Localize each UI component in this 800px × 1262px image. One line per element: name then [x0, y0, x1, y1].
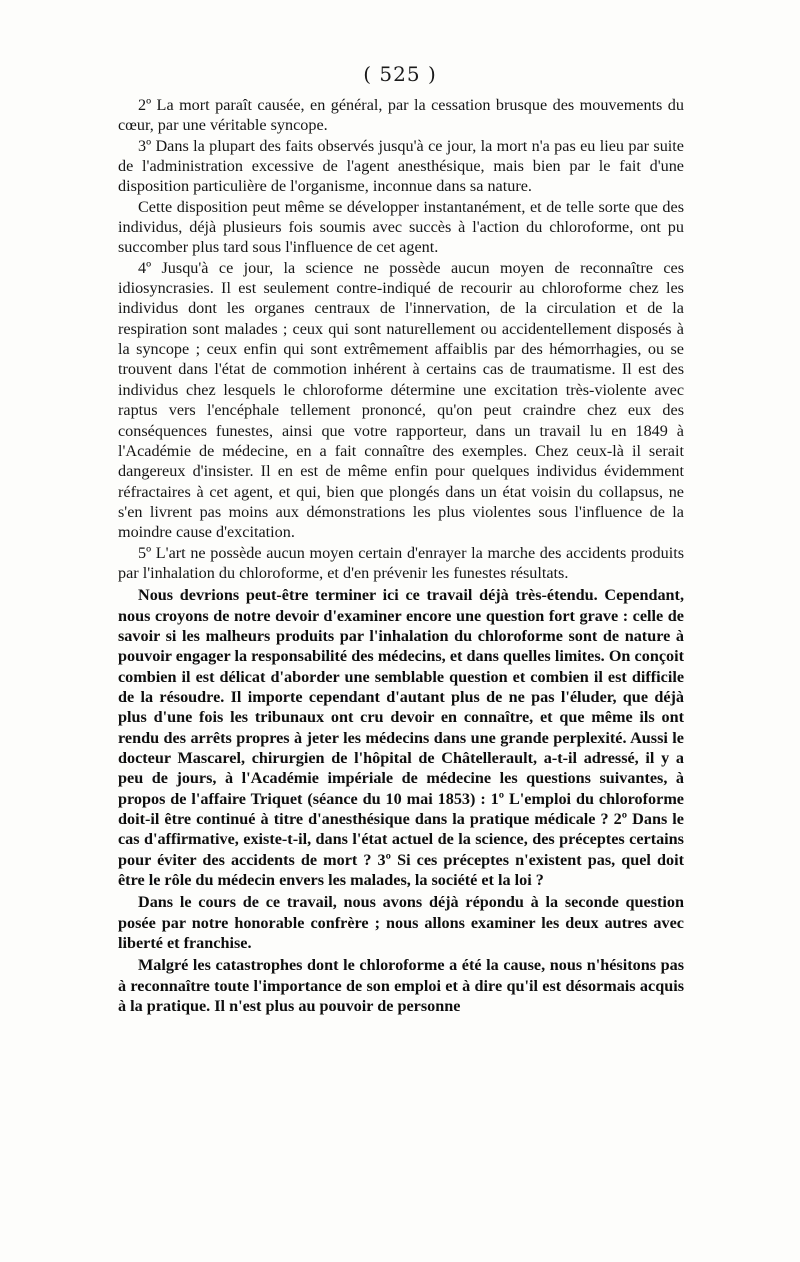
body-text [118, 95, 684, 1016]
paragraph-5: 5º L'art ne possède aucun moyen certain d'enrayer la marche des accidents produits par l'inhalation du chloroforme, et d'en prévenir les funestes résultats. [118, 543, 684, 582]
paragraph-4: 4º Jusqu'à ce jour, la science ne possède aucun moyen de reconnaître ces idiosyncrasies. Il est seulement contre-indiqué de recourir au chloroforme chez les individus dont les organes centraux de l'innervation, de la circulation et de la respiration sont malades ; ceux qui sont naturellement ou accidentellement disposés à la syncope ; ceux enfin qui sont extrêmement affaiblis par des hémorrhagies, ou se trouvent dans l'état de commotion inhérent à certains cas de traumatisme. Il est des individus chez lesquels le chloroforme détermine une excitation très-violente avec raptus vers l'encéphale tellement prononcé, qu'on peut craindre chez eux des conséquences funestes, ainsi que votre rapporteur, dans un travail lu en 1849 à l'Académie de médecine, en a fait connaître des exemples. Chez ceux-là il serait dangereux d'insister. Il en est de même enfin pour quelques individus évidemment réfractaires à cet agent, et qui, bien que plongés dans un état voisin du collapsus, ne s'en livrent pas moins aux démonstrations les plus violentes sous l'influence de la moindre cause d'excitation. [118, 258, 684, 542]
paragraph-disposition: Cette disposition peut même se développer instantanément, et de telle sorte que des individus, déjà plusieurs fois soumis avec succès à l'action du chloroforme, ont pu succomber plus tard sous l'influence de cet agent. [118, 197, 684, 257]
paragraph-malgre: Malgré les catastrophes dont le chloroforme a été la cause, nous n'hésitons pas à reconnaître toute l'importance de son emploi et à dire qu'il est désormais acquis à la pratique. Il n'est plus au pouvoir de personne [118, 956, 684, 1016]
paragraph-2: 2º La mort paraît causée, en général, par la cessation brusque des mouvements du cœur, par une véritable syncope. [118, 96, 684, 135]
paragraph-reply: Dans le cours de ce travail, nous avons déjà répondu à la seconde question posée par notre honorable confrère ; nous allons examiner les deux autres avec liberté et franchise. [118, 893, 684, 953]
paragraph-question: Nous devrions peut-être terminer ici ce travail déjà très-étendu. Cependant, nous croyons de notre devoir d'examiner encore une question fort grave : celle de savoir si les malheurs produits par l'inhalation du chloroforme sont de nature à pouvoir engager la responsabilité des médecins, et dans quelles limites. On conçoit combien il est délicat d'aborder une semblable question et combien il est difficile de la résoudre. Il importe cependant d'autant plus de ne pas l'éluder, que déjà plus d'une fois les tribunaux ont cru devoir en connaître, et que même ils ont rendu des arrêts propres à jeter les médecins dans une grande perplexité. Aussi le docteur Mascarel, chirurgien de l'hôpital de Châtellerault, a-t-il adressé, il y a peu de jours, à l'Académie impériale de médecine les questions suivantes, à propos de l'affaire Triquet (séance du 10 mai 1853) : 1º L'emploi du chloroforme doit-il être continué à titre d'anesthésique dans la pratique médicale ? 2º Dans le cas d'affirmative, existe-t-il, dans l'état actuel de la science, des préceptes certains pour éviter des accidents de mort ? 3º Si ces préceptes n'existent pas, quel doit être le rôle du médecin envers les malades, la société et la loi ? [118, 586, 684, 890]
page-number: ( 525 ) [363, 62, 437, 86]
paragraph-3: 3º Dans la plupart des faits observés jusqu'à ce jour, la mort n'a pas eu lieu par suite de l'administration excessive de l'agent anesthésique, mais bien par le fait d'une disposition particulière de l'organisme, inconnue dans sa nature. [118, 136, 684, 196]
